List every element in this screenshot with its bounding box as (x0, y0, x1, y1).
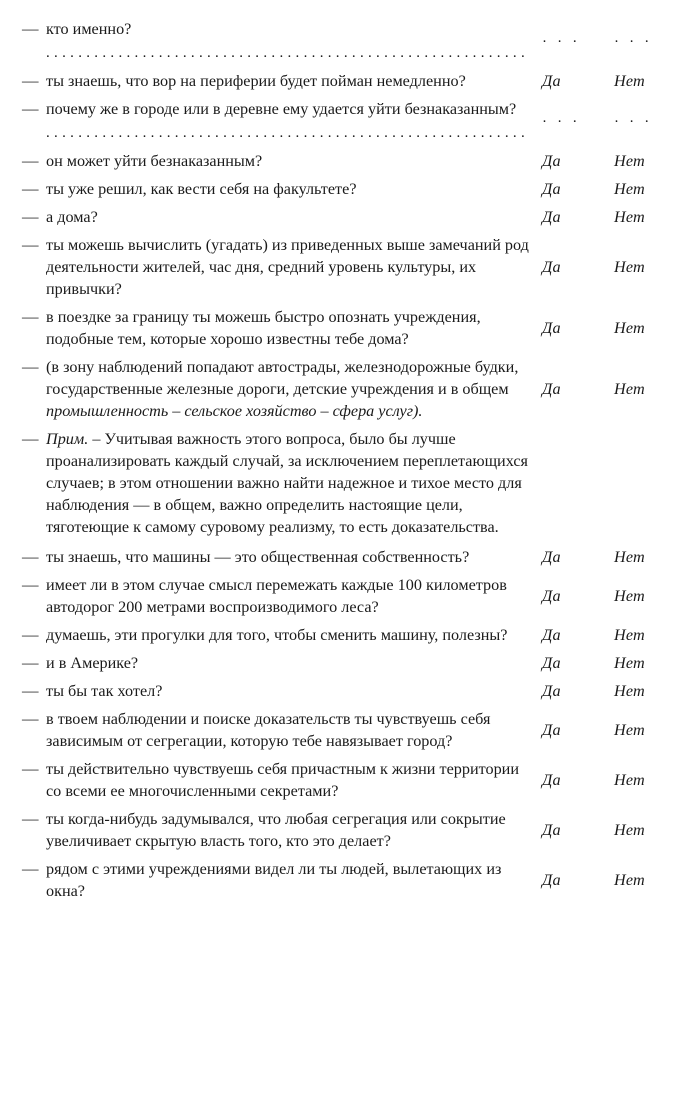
em-dash-marker: — (22, 307, 39, 326)
question-text (46, 758, 538, 802)
question-text-plain: ты когда-нибудь задумывался, что любая сегрегация или сокрытие увеличивает скрытую власть того, кто это делает? (46, 810, 506, 850)
answer-no[interactable]: Нет (614, 258, 645, 276)
question-item (0, 98, 700, 144)
answer-yes[interactable]: Да (542, 380, 561, 398)
answer-no[interactable]: Нет (614, 319, 645, 337)
answer-yes-ellipsis[interactable] (538, 110, 608, 133)
question-text (46, 178, 538, 200)
ellipsis-answer: · · · (614, 33, 653, 50)
question-item (0, 574, 700, 618)
answer-yes[interactable]: Да (542, 821, 561, 839)
question-item (0, 624, 700, 646)
answer-yes[interactable]: Да (542, 626, 561, 644)
question-text (46, 150, 538, 172)
ellipsis-answer: · · · (542, 33, 581, 50)
question-text-plain: (в зону наблюдений попадают автострады, железнодорожные будки, государственные железные дороги, детские учреждения и в общем (46, 358, 519, 398)
question-text-plain: ты можешь вычислить (угадать) из приведенных выше замечаний род деятельности жителей, час дня, средний уровень культуры, их привычки? (46, 236, 529, 298)
question-item (0, 356, 700, 422)
question-list (0, 18, 700, 902)
answer-no[interactable]: Нет (614, 682, 645, 700)
answer-no[interactable]: Нет (614, 380, 645, 398)
note-label: Прим. (46, 430, 89, 448)
answer-no[interactable]: Нет (614, 771, 645, 789)
answer-yes[interactable]: Да (542, 654, 561, 672)
question-text-plain: кто именно? (46, 20, 132, 38)
answer-no-ellipsis[interactable] (608, 110, 680, 133)
em-dash-marker: — (22, 859, 39, 878)
question-text (46, 18, 538, 64)
question-item (0, 546, 700, 568)
answer-no[interactable]: Нет (614, 626, 645, 644)
question-item (0, 652, 700, 674)
answer-no[interactable]: Нет (614, 871, 645, 889)
answer-no-ellipsis[interactable] (608, 30, 680, 53)
answer-yes[interactable]: Да (542, 319, 561, 337)
em-dash-marker: — (22, 625, 39, 644)
em-dash-marker: — (22, 429, 39, 448)
answer-yes[interactable]: Да (542, 771, 561, 789)
em-dash-marker: — (22, 709, 39, 728)
answer-yes-ellipsis[interactable] (538, 30, 608, 53)
em-dash-marker: — (22, 547, 39, 566)
question-item (0, 18, 700, 64)
em-dash-marker: — (22, 653, 39, 672)
question-text (46, 624, 538, 646)
question-text (46, 206, 538, 228)
question-text (46, 546, 538, 568)
em-dash-marker: — (22, 151, 39, 170)
question-item (0, 708, 700, 752)
question-text-plain: думаешь, эти прогулки для того, чтобы сменить машину, полезны? (46, 626, 508, 644)
question-text (46, 98, 538, 144)
question-text-plain: и в Америке? (46, 654, 139, 672)
question-text (46, 680, 538, 702)
answer-yes[interactable]: Да (542, 180, 561, 198)
answer-yes[interactable]: Да (542, 682, 561, 700)
answer-no[interactable]: Нет (614, 208, 645, 226)
question-text (46, 306, 538, 350)
em-dash-marker: — (22, 71, 39, 90)
em-dash-marker: — (22, 809, 39, 828)
answer-no[interactable]: Нет (614, 587, 645, 605)
em-dash-marker: — (22, 179, 39, 198)
question-text (46, 858, 538, 902)
answer-no[interactable]: Нет (614, 821, 645, 839)
question-item (0, 206, 700, 228)
question-item (0, 178, 700, 200)
answer-no[interactable]: Нет (614, 654, 645, 672)
dot-leader: ............................................................ (46, 125, 529, 141)
em-dash-marker: — (22, 207, 39, 226)
question-item (0, 150, 700, 172)
question-text-plain: он может уйти безнаказанным? (46, 152, 263, 170)
answer-yes[interactable]: Да (542, 587, 561, 605)
answer-no[interactable]: Нет (614, 152, 645, 170)
question-text-plain: имеет ли в этом случае смысл перемежать каждые 100 километров автодорог 200 метрами воспроизводимого леса? (46, 576, 507, 616)
em-dash-marker: — (22, 235, 39, 254)
question-item (0, 70, 700, 92)
answer-yes[interactable]: Да (542, 258, 561, 276)
question-item (0, 428, 700, 538)
ellipsis-answer: · · · (542, 113, 581, 130)
question-item (0, 306, 700, 350)
question-text-plain: ты уже решил, как вести себя на факультете? (46, 180, 357, 198)
answer-yes[interactable]: Да (542, 72, 561, 90)
question-item (0, 234, 700, 300)
question-text-plain: ты действительно чувствуешь себя причастным к жизни территории со всеми ее многочисленными секретами? (46, 760, 519, 800)
answer-yes[interactable]: Да (542, 208, 561, 226)
question-text-plain: ты знаешь, что вор на периферии будет пойман немедленно? (46, 72, 466, 90)
question-text (46, 652, 538, 674)
question-text (46, 808, 538, 852)
answer-no[interactable]: Нет (614, 72, 645, 90)
em-dash-marker: — (22, 681, 39, 700)
question-text (46, 428, 548, 538)
question-text (46, 356, 538, 422)
em-dash-marker: — (22, 99, 39, 118)
question-text-plain: в поездке за границу ты можешь быстро опознать учреждения, подобные тем, которые хорошо известны тебе дома? (46, 308, 481, 348)
answer-no[interactable]: Нет (614, 180, 645, 198)
question-text-plain: в твоем наблюдении и поиске доказательств ты чувствуешь себя зависимым от сегрегации, которую тебе навязывает город? (46, 710, 491, 750)
question-text (46, 70, 538, 92)
question-text (46, 234, 538, 300)
em-dash-marker: — (22, 357, 39, 376)
question-text-plain: ты знаешь, что машины — это общественная собственность? (46, 548, 470, 566)
answer-yes[interactable]: Да (542, 548, 561, 566)
answer-yes[interactable]: Да (542, 871, 561, 889)
question-item (0, 808, 700, 852)
question-text (46, 708, 538, 752)
question-text-italic: промышленность – сельское хозяйство – сфера услуг). (46, 402, 423, 420)
question-item (0, 680, 700, 702)
answer-no[interactable]: Нет (614, 548, 645, 566)
note-body: – Учитывая важность этого вопроса, было бы лучше проанализировать каждый случай, за исключением переплетающихся случаев; в этом отношении важно найти надежное и тихое место для наблюдения — в общем, важно определить настоящие цели, тяготеющие к самому суровому реализму, то есть доказательства. (46, 430, 528, 536)
question-text-plain: а дома? (46, 208, 98, 226)
question-text-plain: почему же в городе или в деревне ему удается уйти безнаказанным? (46, 100, 517, 118)
question-text-plain: рядом с этими учреждениями видел ли ты людей, вылетающих из окна? (46, 860, 502, 900)
dot-leader: ............................................................ (46, 45, 529, 61)
em-dash-marker: — (22, 19, 39, 38)
question-item (0, 858, 700, 902)
question-text-plain: ты бы так хотел? (46, 682, 163, 700)
answer-no[interactable]: Нет (614, 721, 645, 739)
em-dash-marker: — (22, 575, 39, 594)
ellipsis-answer: · · · (614, 113, 653, 130)
answer-yes[interactable]: Да (542, 721, 561, 739)
answer-yes[interactable]: Да (542, 152, 561, 170)
question-text (46, 574, 538, 618)
em-dash-marker: — (22, 759, 39, 778)
question-item (0, 758, 700, 802)
